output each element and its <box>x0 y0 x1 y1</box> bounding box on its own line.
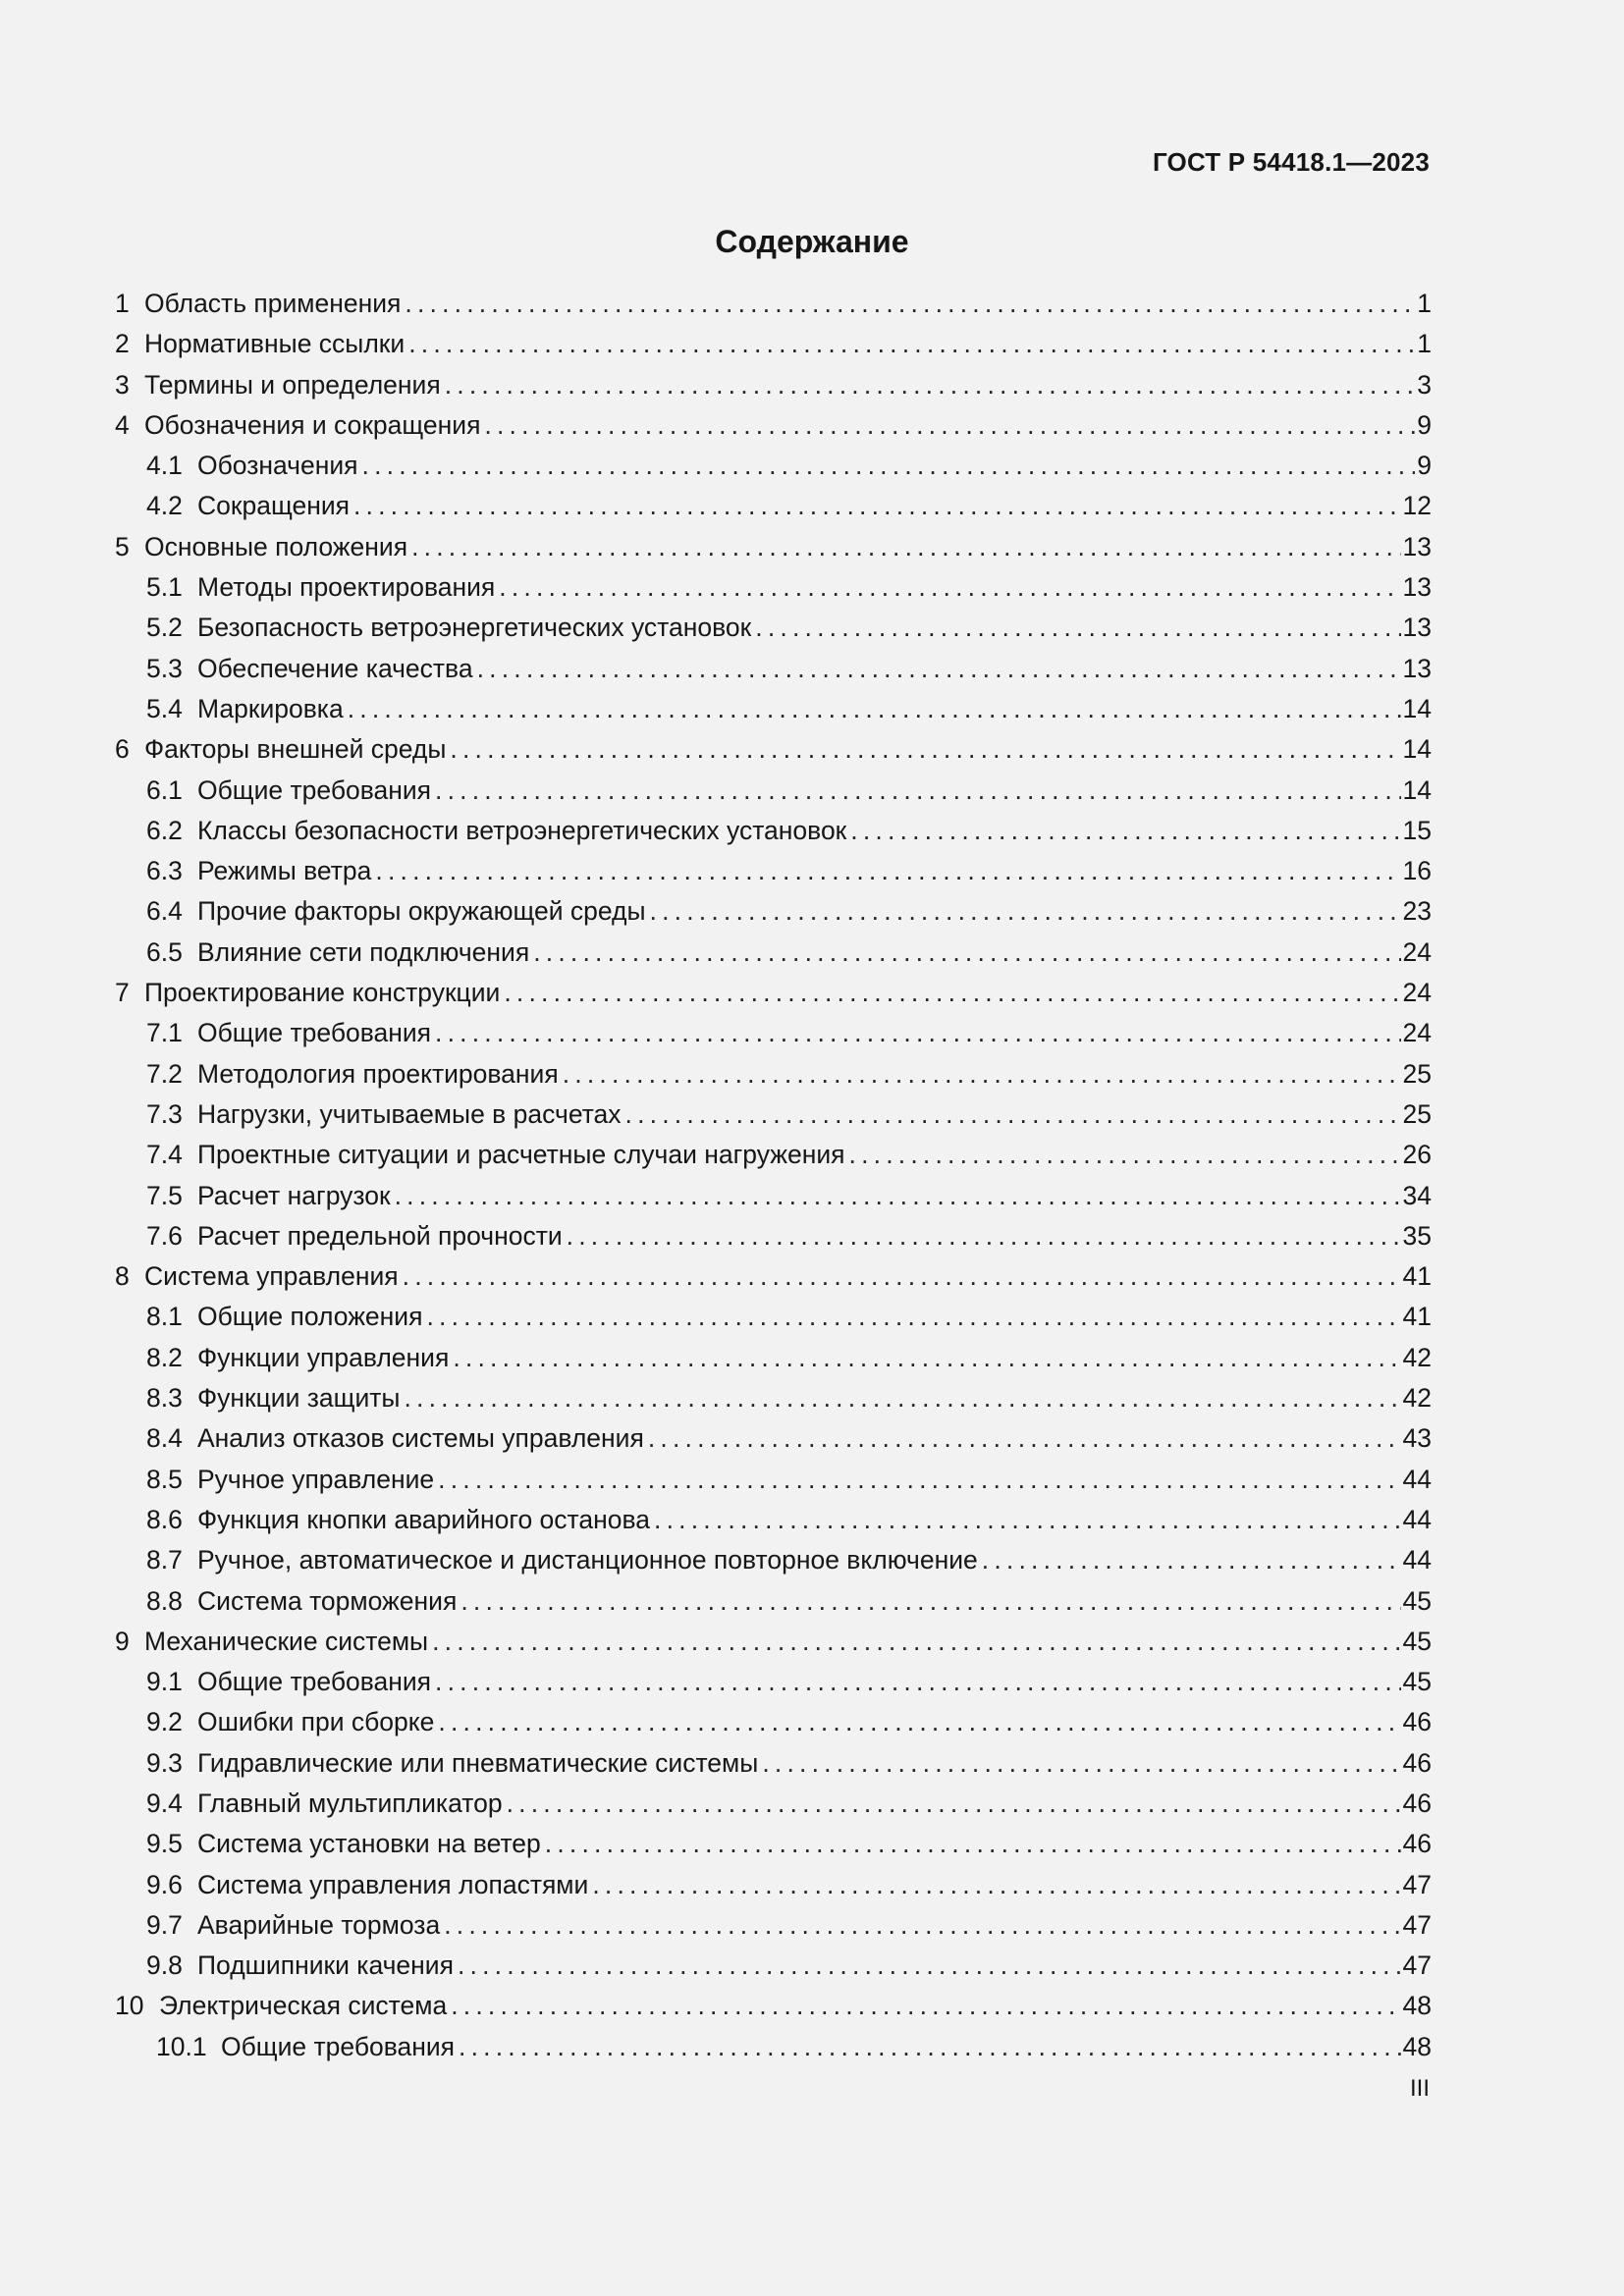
toc-entry-number: 6.3 <box>146 856 183 886</box>
toc-entry-number: 8.1 <box>146 1302 183 1332</box>
toc-entry-page: 46 <box>1402 1747 1432 1778</box>
toc-entry-number: 3 <box>115 369 130 400</box>
toc-dot-leader <box>460 1581 1400 1622</box>
toc-entry-number: 7.4 <box>146 1140 183 1170</box>
toc-entry-number: 1 <box>115 289 130 318</box>
toc-dot-leader <box>405 284 1415 324</box>
toc-dot-leader <box>650 891 1401 932</box>
toc-dot-leader <box>435 1013 1400 1053</box>
toc-dot-leader <box>533 933 1400 973</box>
toc-entry-page: 45 <box>1402 1667 1432 1697</box>
toc-entry[interactable] <box>115 1176 1432 1216</box>
toc-entry[interactable] <box>115 1946 1432 1986</box>
toc-entry-title: Безопасность ветроэнергетических установок <box>197 613 752 643</box>
toc-entry-number: 9.5 <box>146 1829 183 1859</box>
toc-entry-title: Факторы внешней среды <box>144 734 447 765</box>
toc-entry-number: 4.2 <box>146 491 183 521</box>
toc-entry-title: Прочие факторы окружающей среды <box>197 896 646 927</box>
toc-entry[interactable] <box>115 1622 1432 1662</box>
toc-entry[interactable] <box>115 527 1432 567</box>
toc-dot-leader <box>435 771 1400 811</box>
toc-entry-title: Система управления <box>144 1261 399 1292</box>
toc-entry-title: Расчет нагрузок <box>197 1180 391 1210</box>
toc-entry-number: 9.1 <box>146 1667 183 1697</box>
document-code: ГОСТ Р 54418.1—2023 <box>1152 147 1430 177</box>
toc-entry-number: 5 <box>115 531 130 561</box>
toc-entry-title: Аварийные тормоза <box>197 1909 441 1940</box>
toc-entry-title: Проектирование конструкции <box>144 978 501 1008</box>
toc-dot-leader <box>353 486 1401 526</box>
toc-entry-number: 5.2 <box>146 613 183 643</box>
toc-dot-leader <box>499 567 1400 608</box>
toc-entry[interactable] <box>115 1135 1432 1175</box>
toc-entry-number: 8.8 <box>146 1585 183 1616</box>
toc-dot-leader <box>625 1095 1401 1135</box>
toc-dot-leader <box>484 405 1415 446</box>
toc-entry-number: 9.4 <box>146 1788 183 1818</box>
toc-dot-leader <box>408 324 1415 364</box>
toc-entry-title: Область применения <box>144 289 402 318</box>
toc-entry-title: Обозначения <box>197 451 358 481</box>
toc-entry-title: Методы проектирования <box>197 572 496 603</box>
toc-entry-title: Маркировка <box>197 693 344 723</box>
toc-dot-leader <box>435 1662 1400 1702</box>
toc-entry-number: 8.7 <box>146 1545 183 1575</box>
toc-dot-leader <box>477 649 1401 689</box>
toc-entry-title: Функции защиты <box>197 1383 401 1414</box>
toc-entry-number: 5.1 <box>146 572 183 603</box>
toc-dot-leader <box>395 1176 1401 1216</box>
toc-entry-title: Ошибки при сборке <box>197 1707 435 1737</box>
toc-entry-number: 4 <box>115 409 130 440</box>
toc-entry-page: 45 <box>1402 1585 1432 1616</box>
toc-entry[interactable] <box>115 365 1432 405</box>
toc-entry[interactable] <box>115 1256 1432 1297</box>
toc-dot-leader <box>458 1946 1401 1986</box>
toc-dot-leader <box>404 1378 1400 1418</box>
toc-entry-title: Ручное, автоматическое и дистанционное повторное включение <box>197 1545 978 1575</box>
toc-entry-page: 47 <box>1402 1869 1432 1899</box>
toc-dot-leader <box>592 1865 1400 1905</box>
toc-entry-title: Основные положения <box>144 531 408 561</box>
toc-entry-title: Система управления лопастями <box>197 1869 589 1899</box>
toc-entry[interactable] <box>115 284 1432 324</box>
toc-entry-page: 12 <box>1402 491 1432 521</box>
toc-dot-leader <box>849 1135 1401 1175</box>
toc-entry-number: 7.2 <box>146 1058 183 1089</box>
toc-entry[interactable] <box>115 851 1432 891</box>
toc-dot-leader <box>426 1297 1400 1337</box>
toc-entry-page: 26 <box>1402 1140 1432 1170</box>
toc-entry-number: 6.2 <box>146 815 183 845</box>
toc-entry-number: 8.5 <box>146 1464 183 1494</box>
toc-dot-leader <box>438 1702 1400 1742</box>
toc-entry-number: 7.5 <box>146 1180 183 1210</box>
toc-entry-number: 9.8 <box>146 1950 183 1981</box>
toc-entry[interactable] <box>115 608 1432 648</box>
toc-entry[interactable] <box>115 2027 1432 2067</box>
toc-entry-page: 35 <box>1402 1220 1432 1251</box>
toc-entry[interactable] <box>115 1784 1432 1824</box>
toc-dot-leader <box>762 1743 1400 1784</box>
toc-entry-title: Общие требования <box>197 1667 432 1697</box>
toc-entry-number: 6.5 <box>146 936 183 967</box>
toc-entry-number: 8.6 <box>146 1504 183 1534</box>
toc-dot-leader <box>755 608 1400 648</box>
toc-entry-title: Общие требования <box>221 2031 456 2061</box>
toc-entry-number: 9 <box>115 1626 130 1656</box>
toc-entry-title: Электрическая система <box>159 1991 448 2021</box>
toc-entry-page: 46 <box>1402 1829 1432 1859</box>
toc-entry-page: 14 <box>1402 693 1432 723</box>
toc-entry-page: 42 <box>1402 1383 1432 1414</box>
toc-dot-leader <box>504 973 1400 1013</box>
toc-entry-number: 10 <box>115 1991 144 2021</box>
toc-entry-number: 9.2 <box>146 1707 183 1737</box>
toc-entry-page: 41 <box>1402 1302 1432 1332</box>
toc-entry-title: Сокращения <box>197 491 350 521</box>
toc-entry-page: 47 <box>1402 1950 1432 1981</box>
toc-entry-page: 24 <box>1402 1018 1432 1048</box>
toc-dot-leader <box>563 1054 1401 1095</box>
toc-entry-number: 8.4 <box>146 1423 183 1454</box>
toc-title: Содержание <box>715 224 909 259</box>
toc-entry-page: 34 <box>1402 1180 1432 1210</box>
toc-entry-number: 4.1 <box>146 451 183 481</box>
toc-entry-number: 7.1 <box>146 1018 183 1048</box>
toc-dot-leader <box>444 1905 1400 1946</box>
toc-entry-title: Расчет предельной прочности <box>197 1220 563 1251</box>
toc-entry-title: Ручное управление <box>197 1464 435 1494</box>
toc-entry-page: 13 <box>1402 572 1432 603</box>
toc-dot-leader <box>362 446 1416 486</box>
toc-entry-page: 46 <box>1402 1707 1432 1737</box>
toc-entry-number: 2 <box>115 329 130 359</box>
toc-dot-leader <box>453 1338 1400 1378</box>
toc-entry-page: 15 <box>1402 815 1432 845</box>
toc-entry[interactable] <box>115 973 1432 1013</box>
toc-dot-leader <box>654 1500 1401 1540</box>
toc-entry[interactable] <box>115 1013 1432 1053</box>
toc-entry-number: 8.3 <box>146 1383 183 1414</box>
toc-entry-title: Подшипники качения <box>197 1950 454 1981</box>
toc-entry-title: Система торможения <box>197 1585 458 1616</box>
toc-dot-leader <box>403 1256 1401 1297</box>
toc-entry[interactable] <box>115 1662 1432 1702</box>
toc-entry-page: 48 <box>1402 2031 1432 2061</box>
toc-entry-number: 6 <box>115 734 130 765</box>
toc-entry-title: Главный мультипликатор <box>197 1788 503 1818</box>
toc-dot-leader <box>648 1418 1401 1459</box>
toc-entry-page: 25 <box>1402 1098 1432 1129</box>
toc-entry-page: 1 <box>1417 289 1432 318</box>
toc-entry[interactable] <box>115 689 1432 729</box>
toc-entry-number: 6.1 <box>146 774 183 805</box>
toc-entry-page: 41 <box>1402 1261 1432 1292</box>
toc-entry-title: Функция кнопки аварийного останова <box>197 1504 651 1534</box>
toc-entry[interactable] <box>115 446 1432 486</box>
toc-entry-page: 13 <box>1402 653 1432 683</box>
toc-entry-page: 24 <box>1402 936 1432 967</box>
toc-entry-number: 8.2 <box>146 1342 183 1372</box>
toc-entry-page: 44 <box>1402 1464 1432 1494</box>
toc-entry[interactable] <box>115 649 1432 689</box>
toc-entry-page: 16 <box>1402 856 1432 886</box>
toc-entry-title: Термины и определения <box>144 369 441 400</box>
toc-entry-title: Методология проектирования <box>197 1058 559 1089</box>
toc-entry[interactable] <box>115 405 1432 446</box>
toc-dot-leader <box>459 2027 1400 2067</box>
toc-entry-page: 14 <box>1402 734 1432 765</box>
toc-dot-leader <box>438 1460 1400 1500</box>
toc-entry-title: Гидравлические или пневматические системы <box>197 1747 759 1778</box>
toc-entry-title: Режимы ветра <box>197 856 372 886</box>
toc-entry-title: Влияние сети подключения <box>197 936 530 967</box>
toc-entry-page: 3 <box>1417 369 1432 400</box>
toc-entry[interactable] <box>115 1297 1432 1337</box>
toc-entry-title: Нагрузки, учитываемые в расчетах <box>197 1098 622 1129</box>
toc-entry[interactable] <box>115 1378 1432 1418</box>
toc-entry-number: 9.7 <box>146 1909 183 1940</box>
toc-entry[interactable] <box>115 486 1432 526</box>
toc-dot-leader <box>411 527 1400 567</box>
toc-entry[interactable] <box>115 567 1432 608</box>
toc-entry[interactable] <box>115 1702 1432 1742</box>
toc-entry-title: Общие требования <box>197 1018 432 1048</box>
toc-entry-page: 45 <box>1402 1626 1432 1656</box>
toc-entry-title: Механические системы <box>144 1626 429 1656</box>
toc-entry-title: Общие требования <box>197 774 432 805</box>
toc-entry-title: Общие положения <box>197 1302 423 1332</box>
toc-dot-leader <box>445 365 1416 405</box>
page-number: III <box>1409 2075 1430 2102</box>
toc-entry-title: Нормативные ссылки <box>144 329 406 359</box>
toc-entry[interactable] <box>115 729 1432 770</box>
toc-entry-title: Классы безопасности ветроэнергетических установок <box>197 815 847 845</box>
toc-dot-leader <box>507 1784 1401 1824</box>
toc-dot-leader <box>348 689 1401 729</box>
toc-entry[interactable] <box>115 1216 1432 1256</box>
toc-entry-page: 24 <box>1402 978 1432 1008</box>
toc-entry-number: 7 <box>115 978 130 1008</box>
toc-entry-title: Проектные ситуации и расчетные случаи нагружения <box>197 1140 845 1170</box>
toc-entry-page: 46 <box>1402 1788 1432 1818</box>
toc-dot-leader <box>450 729 1400 770</box>
toc-entry-page: 43 <box>1402 1423 1432 1454</box>
toc-entry[interactable] <box>115 1054 1432 1095</box>
toc-entry-page: 13 <box>1402 613 1432 643</box>
toc-entry-page: 13 <box>1402 531 1432 561</box>
toc-entry-page: 23 <box>1402 896 1432 927</box>
toc-entry[interactable] <box>115 1460 1432 1500</box>
toc-dot-leader <box>850 811 1400 851</box>
toc-entry[interactable] <box>115 771 1432 811</box>
toc-entry-title: Обеспечение качества <box>197 653 473 683</box>
toc-entry-page: 48 <box>1402 1991 1432 2021</box>
toc-entry-page: 14 <box>1402 774 1432 805</box>
toc-entry-page: 9 <box>1417 409 1432 440</box>
toc-entry-number: 9.3 <box>146 1747 183 1778</box>
toc-entry[interactable] <box>115 811 1432 851</box>
toc-entry-title: Обозначения и сокращения <box>144 409 481 440</box>
toc-entry-number: 8 <box>115 1261 130 1292</box>
toc-entry-number: 10.1 <box>156 2031 207 2061</box>
toc-dot-leader <box>432 1622 1400 1662</box>
toc-entry[interactable] <box>115 1500 1432 1540</box>
toc-dot-leader <box>982 1540 1401 1580</box>
toc-entry-number: 6.4 <box>146 896 183 927</box>
toc-entry-page: 9 <box>1417 451 1432 481</box>
toc-entry-number: 7.6 <box>146 1220 183 1251</box>
toc-entry[interactable] <box>115 1338 1432 1378</box>
table-of-contents <box>115 284 1432 2067</box>
toc-entry[interactable] <box>115 1743 1432 1784</box>
toc-entry-number: 5.4 <box>146 693 183 723</box>
toc-entry-title: Функции управления <box>197 1342 450 1372</box>
toc-entry[interactable] <box>115 891 1432 932</box>
toc-entry[interactable] <box>115 933 1432 973</box>
toc-entry-page: 44 <box>1402 1504 1432 1534</box>
toc-entry-page: 47 <box>1402 1909 1432 1940</box>
toc-entry[interactable] <box>115 1905 1432 1946</box>
toc-entry[interactable] <box>115 1581 1432 1622</box>
toc-entry-number: 9.6 <box>146 1869 183 1899</box>
toc-dot-leader <box>545 1824 1401 1864</box>
toc-entry-page: 42 <box>1402 1342 1432 1372</box>
toc-entry[interactable] <box>115 1095 1432 1135</box>
toc-entry[interactable] <box>115 1986 1432 2026</box>
toc-entry-page: 44 <box>1402 1545 1432 1575</box>
toc-entry-page: 25 <box>1402 1058 1432 1089</box>
toc-entry[interactable] <box>115 324 1432 364</box>
toc-entry-title: Анализ отказов системы управления <box>197 1423 644 1454</box>
toc-dot-leader <box>375 851 1400 891</box>
toc-entry-title: Система установки на ветер <box>197 1829 541 1859</box>
toc-dot-leader <box>567 1216 1401 1256</box>
toc-entry[interactable] <box>115 1418 1432 1459</box>
toc-entry[interactable] <box>115 1540 1432 1580</box>
toc-entry-number: 7.3 <box>146 1098 183 1129</box>
toc-entry-page: 1 <box>1417 329 1432 359</box>
toc-dot-leader <box>451 1986 1400 2026</box>
toc-entry[interactable] <box>115 1824 1432 1864</box>
toc-entry[interactable] <box>115 1865 1432 1905</box>
toc-entry-number: 5.3 <box>146 653 183 683</box>
